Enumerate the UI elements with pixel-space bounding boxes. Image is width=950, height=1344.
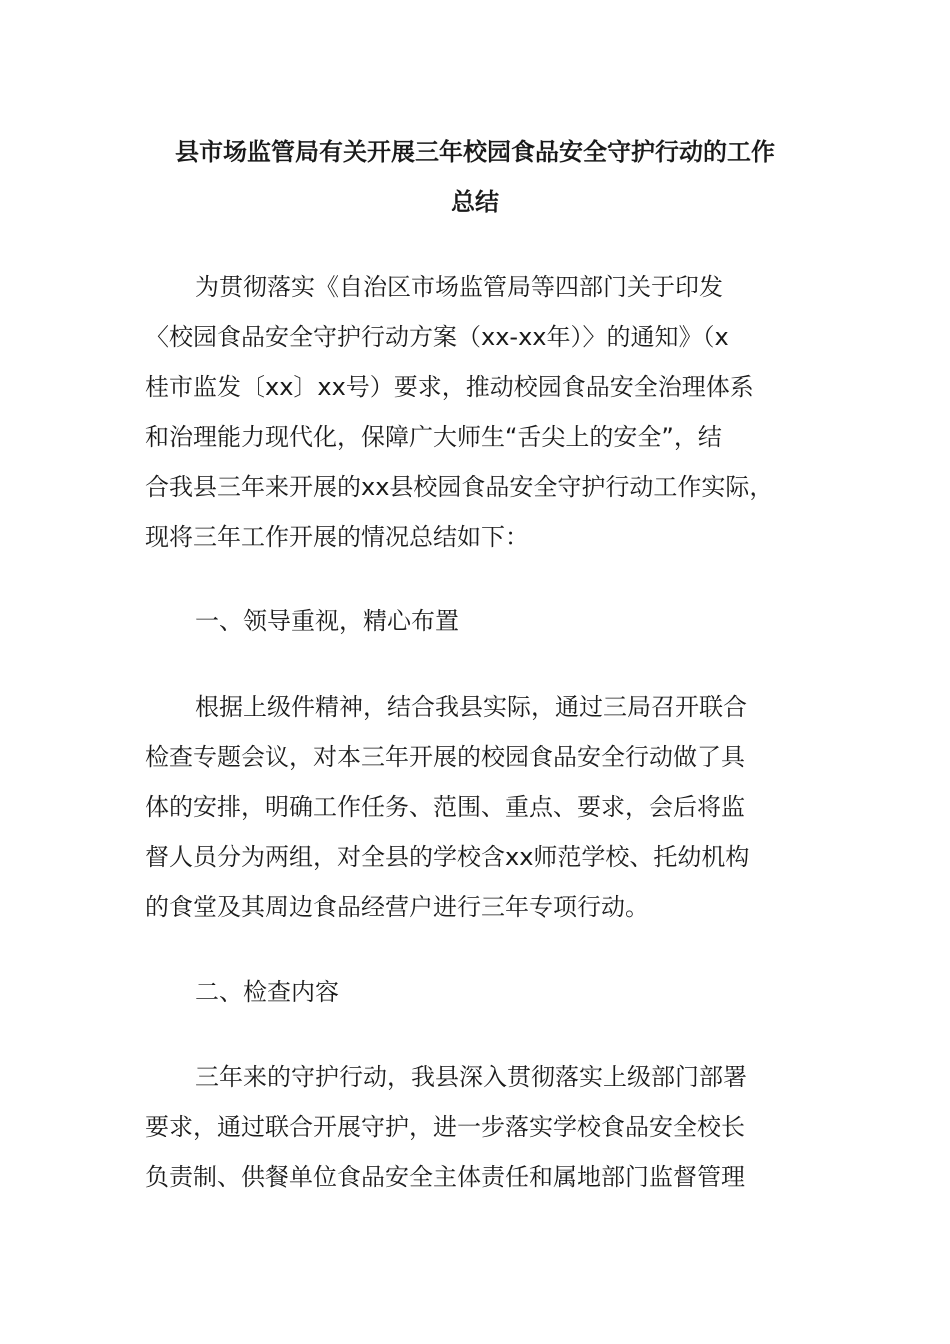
section-2-heading: 二、检查内容: [195, 978, 339, 1006]
section-1-line: 检查专题会议，对本三年开展的校园食品安全行动做了具: [145, 743, 745, 771]
intro-line: 和治理能力现代化，保障广大师生“舌尖上的安全”，结: [145, 423, 722, 451]
section-1-line: 的食堂及其周边食品经营户进行三年专项行动。: [145, 893, 649, 921]
section-2-line: 要求，通过联合开展守护，进一步落实学校食品安全校长: [145, 1113, 745, 1141]
intro-line: 〈校园食品安全守护行动方案（xx-xx年）〉的通知》（x: [145, 323, 729, 351]
section-1-line: 体的安排，明确工作任务、范围、重点、要求，会后将监: [145, 793, 745, 821]
intro-line: 桂市监发〔xx〕xx号）要求，推动校园食品安全治理体系: [145, 373, 754, 401]
section-1-line: 根据上级件精神，结合我县实际，通过三局召开联合: [195, 693, 747, 721]
section-1-heading: 一、领导重视，精心布置: [195, 607, 459, 635]
section-1-line: 督人员分为两组，对全县的学校含xx师范学校、托幼机构: [145, 843, 750, 871]
section-2-line: 负责制、供餐单位食品安全主体责任和属地部门监督管理: [145, 1163, 745, 1191]
document-title-line-2: 总结: [451, 188, 499, 216]
intro-line: 现将三年工作开展的情况总结如下：: [145, 523, 529, 551]
document-title-line-1: 县市场监管局有关开展三年校园食品安全守护行动的工作: [175, 138, 775, 166]
section-2-line: 三年来的守护行动，我县深入贯彻落实上级部门部署: [195, 1063, 747, 1091]
intro-line: 合我县三年来开展的xx县校园食品安全守护行动工作实际，: [145, 473, 774, 501]
intro-line: 为贯彻落实《自治区市场监管局等四部门关于印发: [195, 273, 723, 301]
